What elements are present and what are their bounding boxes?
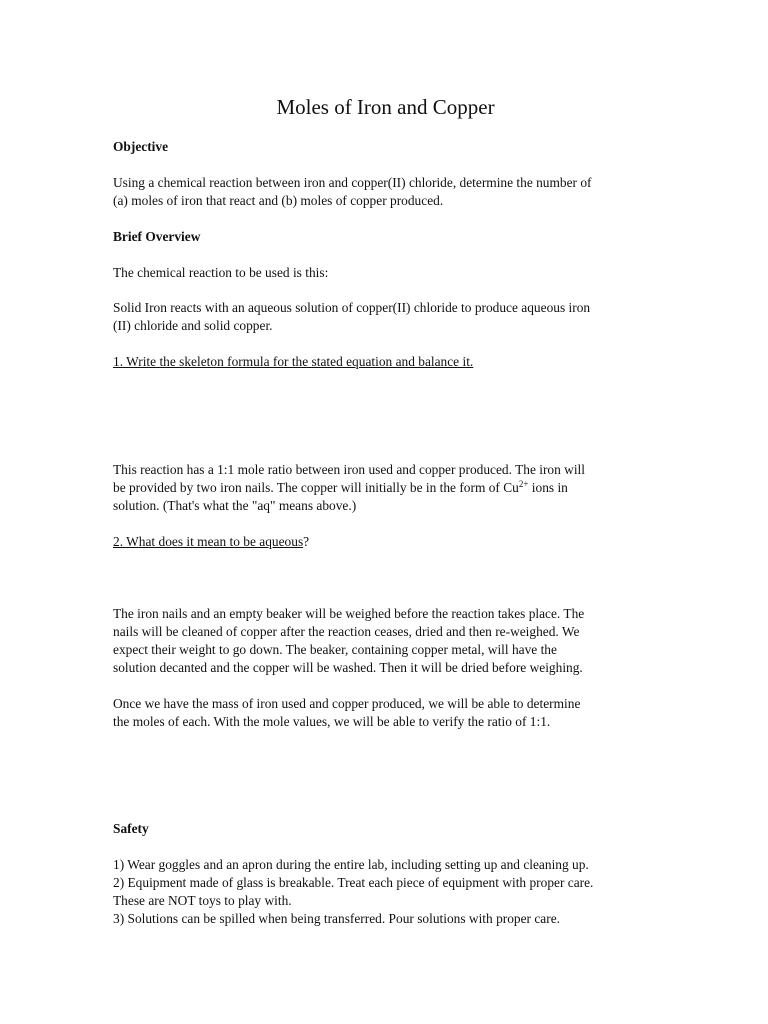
safety-heading: Safety: [113, 821, 149, 836]
ratio-line: This reaction has a 1:1 mole ratio between iron used and copper produced. The iron will: [113, 462, 586, 477]
mass-line: Once we have the mass of iron used and copper produced, we will be able to determine: [113, 696, 581, 711]
procedure-line: nails will be cleaned of copper after the reaction ceases, dried and then re-weighed. We: [113, 624, 580, 639]
ratio-paragraph: [113, 461, 658, 515]
ratio-text: be provided by two iron nails. The copper will initially be in the form of Cu: [113, 480, 519, 495]
reaction-line: Solid Iron reacts with an aqueous solution of copper(II) chloride to produce aqueous iron: [113, 300, 591, 315]
question-1: 1. Write the skeleton formula for the stated equation and balance it.: [113, 354, 474, 369]
mass-line: the moles of each. With the mole values, we will be able to verify the ratio of 1:1.: [113, 714, 551, 729]
objective-line: Using a chemical reaction between iron and copper(II) chloride, determine the number of: [113, 175, 592, 190]
ratio-text: ions in: [528, 480, 568, 495]
page-title: Moles of Iron and Copper: [276, 95, 495, 119]
question-2: [113, 533, 658, 551]
reaction-description: [113, 299, 658, 335]
safety-item: These are NOT toys to play with.: [113, 893, 292, 908]
safety-item: 1) Wear goggles and an apron during the entire lab, including setting up and cleaning up.: [113, 857, 589, 872]
mass-paragraph: [113, 695, 658, 731]
safety-item: 3) Solutions can be spilled when being transferred. Pour solutions with proper care.: [113, 911, 560, 926]
safety-item: 2) Equipment made of glass is breakable. Treat each piece of equipment with proper care.: [113, 875, 594, 890]
procedure-line: solution decanted and the copper will be washed. Then it will be dried before weighing.: [113, 660, 583, 675]
document-page: [113, 0, 658, 1024]
overview-intro: The chemical reaction to be used is this:: [113, 265, 329, 280]
ratio-line: [113, 479, 658, 497]
overview-heading: Brief Overview: [113, 229, 201, 244]
objective-paragraph: [113, 174, 658, 210]
objective-heading: Objective: [113, 139, 169, 154]
question-2-mark: ?: [303, 534, 310, 549]
charge-superscript: 2+: [518, 479, 529, 489]
question-2-text: 2. What does it mean to be aqueous: [113, 534, 304, 549]
procedure-paragraph: [113, 605, 658, 677]
objective-line: (a) moles of iron that react and (b) moles of copper produced.: [113, 193, 444, 208]
procedure-line: expect their weight to go down. The beaker, containing copper metal, will have the: [113, 642, 557, 657]
safety-list: [113, 856, 658, 928]
reaction-line: (II) chloride and solid copper.: [113, 318, 273, 333]
ratio-line: solution. (That's what the "aq" means above.): [113, 498, 357, 513]
procedure-line: The iron nails and an empty beaker will be weighed before the reaction takes place. The: [113, 606, 585, 621]
